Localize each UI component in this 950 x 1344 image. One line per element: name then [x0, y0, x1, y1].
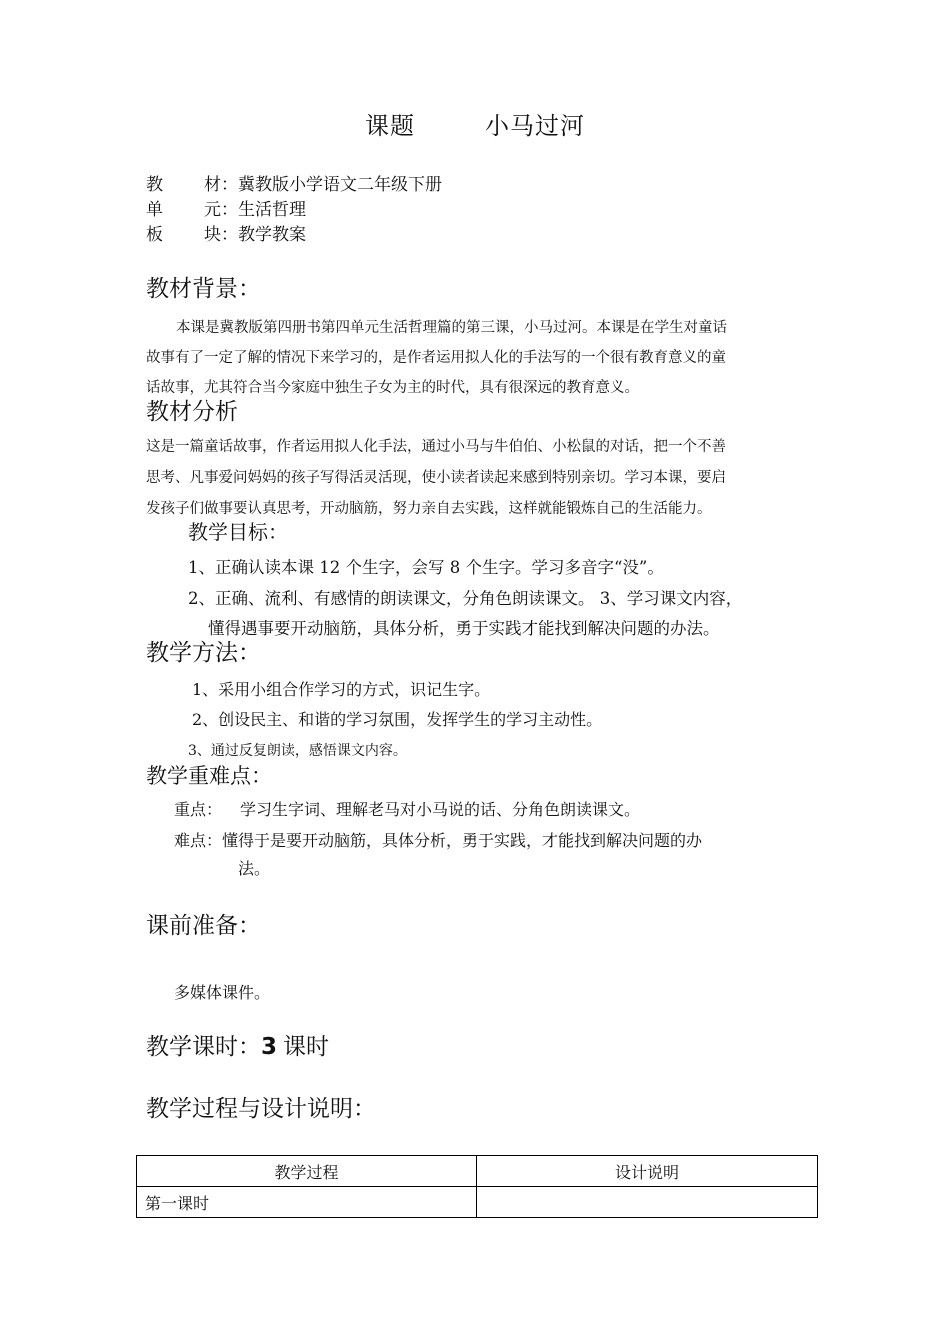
key-point-label: 重点： [174, 800, 223, 819]
background-line-2: 故事有了一定了解的情况下来学习的，是作者运用拟人化的手法写的一个很有教育意义的童 [146, 350, 726, 366]
hard-point [174, 828, 702, 851]
meta-row-textbook: 教 材：冀教版小学语文二年级下册 [146, 175, 442, 195]
hard-point-line-2: 法。 [238, 859, 271, 878]
background-heading: 教材背景： [146, 276, 261, 302]
process-heading: 教学过程与设计说明： [146, 1096, 376, 1122]
table-header-notes: 设计说明 [477, 1156, 818, 1187]
table-cell: 第一课时 [137, 1187, 477, 1218]
title-text: 小马过河 [485, 112, 585, 140]
hard-point-text: 懂得于是要开动脑筋，具体分析，勇于实践，才能找到解决问题的办 [222, 831, 703, 850]
analysis-line-3: 发孩子们做事要认真思考，开动脑筋，努力亲自去实践，这样就能锻炼自己的生活能力。 [146, 501, 712, 517]
table-cell [477, 1187, 818, 1218]
difficulties-heading: 教学重难点： [146, 764, 272, 788]
goals-line-2: 2、正确、流利、有感情的朗读课文，分角色朗读课文。 3、学习课文内容， [188, 589, 743, 608]
class-hours [146, 1028, 329, 1061]
key-point [174, 797, 640, 820]
class-hours-label: 教学课时： [146, 1034, 261, 1060]
meta-row-section: 板 块：教学教案 [146, 225, 306, 245]
methods-line-2: 2、创设民主、和谐的学习氛围，发挥学生的学习主动性。 [192, 710, 603, 729]
goals-line-1: 1、正确认读本课 12 个生字，会写 8 个生字。学习多音字“没”。 [188, 558, 664, 577]
methods-heading: 教学方法： [146, 640, 261, 666]
analysis-heading: 教材分析 [146, 399, 238, 425]
page-title [0, 106, 950, 141]
background-line-3: 话故事，尤其符合当今家庭中独生子女为主的时代，具有很深远的教育意义。 [146, 380, 639, 396]
background-line-1: 本课是冀教版第四册书第四单元生活哲理篇的第三课，小马过河。本课是在学生对童话 [176, 320, 727, 336]
table-row [137, 1187, 818, 1218]
meta-row-unit: 单 元：生活哲理 [146, 200, 306, 220]
key-point-text: 学习生字词、理解老马对小马说的话、分角色朗读课文。 [240, 800, 641, 819]
table-header-row [137, 1156, 818, 1187]
analysis-line-1: 这是一篇童话故事，作者运用拟人化手法，通过小马与牛伯伯、小松鼠的对话，把一个不善 [146, 439, 726, 455]
hard-point-label: 难点： [174, 831, 223, 850]
goals-heading: 教学目标： [188, 520, 288, 544]
methods-line-1: 1、采用小组合作学习的方式，识记生字。 [192, 680, 491, 699]
table-header-process: 教学过程 [137, 1156, 477, 1187]
prep-text: 多媒体课件。 [174, 983, 271, 1002]
class-hours-number: 3 [261, 1034, 278, 1060]
analysis-line-2: 思考、凡事爱问妈妈的孩子写得活灵活现，使小读者读起来感到特别亲切。学习本课，要启 [146, 470, 726, 486]
goals-line-3: 懂得遇事要开动脑筋，具体分析，勇于实践才能找到解决问题的办法。 [208, 619, 720, 638]
title-label: 课题 [365, 112, 415, 140]
methods-line-3: 3、通过反复朗读，感悟课文内容。 [188, 743, 407, 759]
class-hours-unit: 课时 [283, 1034, 330, 1060]
prep-heading: 课前准备： [146, 913, 261, 939]
process-table [136, 1155, 818, 1218]
